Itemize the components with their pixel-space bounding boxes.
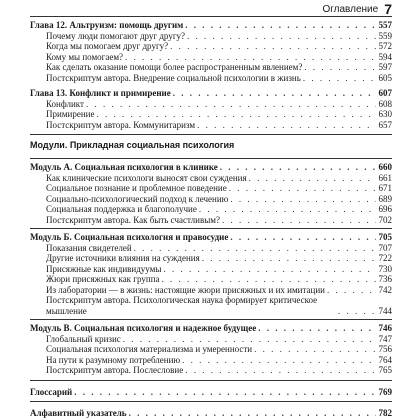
toc-leader-dots (173, 88, 376, 99)
toc-entry-page: 630 (378, 109, 392, 119)
toc-entry-page: 689 (378, 193, 392, 204)
toc-entry-page: 608 (378, 98, 392, 109)
toc-leader-dots (123, 334, 376, 345)
toc-entry-title: Из лаборатории — в жизнь: настоящие жюри присяжных и их имитации (46, 284, 325, 295)
toc-entry-page: 605 (378, 72, 392, 83)
toc-leader-dots (129, 408, 376, 419)
toc-entry-title: Социальное познание и проблемное поведение (46, 183, 227, 193)
toc-entry-page: 764 (378, 354, 392, 365)
toc-leader-dots (185, 365, 376, 376)
toc-entry-title: Показания свидетелей (46, 242, 132, 253)
toc-entry-page: 736 (378, 274, 392, 284)
toc-entry-title: Глобальный кризис (46, 333, 121, 344)
toc-entry[interactable] (30, 253, 392, 264)
toc-entry-title: Алфавитный указатель (30, 408, 127, 418)
toc-entry[interactable] (30, 31, 392, 42)
toc-entry-page: 671 (378, 183, 392, 193)
toc-entry[interactable] (30, 243, 392, 254)
toc-entry[interactable] (30, 109, 392, 120)
toc-entry[interactable] (30, 99, 392, 110)
toc-entry-page: 746 (378, 323, 392, 333)
toc-entry-page: 557 (378, 20, 392, 30)
header-section-title: Оглавление (322, 4, 379, 15)
toc-entry-page: 572 (378, 41, 392, 51)
toc-entry-page: 782 (378, 408, 392, 418)
toc-entry-title: Как клинические психологи выносят свои суждения (46, 172, 247, 183)
toc-entry[interactable] (30, 120, 392, 131)
toc-leader-dots (230, 194, 376, 205)
toc-leader-dots (220, 162, 376, 173)
toc-entry[interactable] (30, 264, 392, 275)
toc-entry-page: 742 (378, 284, 392, 295)
toc-entry-page: 722 (378, 253, 392, 263)
toc-entry[interactable] (30, 408, 392, 419)
toc-leader-dots (197, 120, 376, 131)
toc-entry-title: Модуль А. Социальная психология в клинике (30, 162, 218, 172)
toc-entry[interactable] (30, 20, 392, 31)
toc-leader-dots (222, 215, 376, 226)
toc-entry-page: 765 (378, 365, 392, 375)
toc-entry-title: Кому мы помогаем? (46, 51, 124, 62)
toc-module-b (30, 232, 392, 320)
part-title: Модули. Прикладная социальная психология (30, 140, 235, 150)
toc-entry[interactable] (30, 88, 392, 99)
toc-entry-title: Конфликт (46, 98, 84, 109)
toc-entry-page: 730 (378, 263, 392, 274)
toc-leader-dots (187, 31, 376, 42)
toc-index (30, 408, 392, 419)
toc-entry-title: Глава 13. Конфликт и примирение (30, 88, 171, 98)
toc-entry-page: 747 (378, 333, 392, 344)
toc-leader-dots (258, 323, 376, 334)
toc-entry-title: Постскриптум автора. Внедрение социальной психологии в жизнь (46, 72, 301, 83)
toc-entry[interactable] (30, 274, 392, 285)
toc-leader-dots (86, 99, 376, 110)
toc-module-v (30, 323, 392, 381)
toc-entry-page: 594 (378, 51, 392, 62)
toc-entry-title: Социальная поддержка и благополучие (46, 204, 197, 214)
toc-glossary (30, 387, 392, 403)
toc-entry-title: Когда мы помогаем друг другу? (46, 41, 169, 51)
toc-leader-dots (249, 173, 376, 184)
toc-entry-title: Жюри присяжных как группа (46, 274, 160, 284)
toc-entry-title: Постскриптум автора. Психологическая наука формирует критическое мышление (46, 295, 318, 316)
toc-leader-dots (170, 41, 376, 52)
toc-entry-page: 661 (378, 172, 392, 183)
toc-leader-dots (162, 274, 376, 285)
toc-leader-dots (230, 232, 376, 243)
toc-entry[interactable] (30, 323, 392, 334)
toc-entry-title: Присяжные как индивидуумы (46, 263, 162, 274)
toc-entry-page: 696 (378, 204, 392, 214)
toc-entry[interactable] (30, 295, 392, 316)
toc-entry-title: На пути к разумному потреблению (46, 354, 181, 365)
toc-entry-page: 707 (378, 242, 392, 253)
toc-leader-dots (303, 73, 376, 84)
toc-entry-title: Постскриптум автора. Послесловие (46, 365, 184, 375)
toc-leader-dots (327, 285, 376, 296)
toc-entry-page: 559 (378, 30, 392, 41)
toc-entry[interactable] (30, 387, 392, 398)
toc-entry[interactable] (30, 232, 392, 243)
toc-entry[interactable] (30, 365, 392, 376)
toc-module-a (30, 162, 392, 229)
toc-entry-title: Как сделать оказание помощи более распространенным явлением? (46, 62, 303, 72)
toc-entry-page: 744 (378, 305, 392, 316)
toc-leader-dots (96, 109, 376, 120)
toc-chapter-12 (30, 20, 392, 135)
toc-entry[interactable] (30, 173, 392, 184)
toc-part (30, 139, 392, 159)
toc-entry[interactable] (30, 285, 392, 296)
toc-leader-dots (163, 264, 376, 275)
toc-leader-dots (199, 204, 376, 215)
toc-entry[interactable] (30, 355, 392, 366)
running-header (30, 0, 392, 17)
toc-entry[interactable] (30, 62, 392, 73)
toc-leader-dots (182, 355, 376, 366)
toc-entry-title: Глоссарий (30, 386, 73, 397)
toc-entry[interactable] (30, 41, 392, 52)
toc-entry[interactable] (30, 204, 392, 215)
toc-entry-page: 597 (378, 62, 392, 72)
toc-entry-title: Другие источники влияния на суждения (46, 253, 200, 263)
toc-entry[interactable] (30, 183, 392, 194)
toc-entry-page: 660 (378, 162, 392, 172)
header-page-number: 7 (384, 1, 392, 17)
toc-entry-title: Постскриптум автора. Коммунитаризм (46, 119, 196, 130)
toc-leader-dots (185, 20, 376, 31)
toc-leader-dots (202, 253, 376, 264)
toc-leader-dots (229, 183, 376, 194)
toc-entry[interactable] (30, 162, 392, 173)
toc-entry-page: 702 (378, 214, 392, 225)
toc-leader-dots (74, 387, 376, 398)
toc-entry-title: Социальная психология материализма и умеренности (46, 344, 253, 354)
toc-entry-title: Глава 12. Альтруизм: помощь другим (30, 20, 184, 30)
toc-entry-page: 756 (378, 344, 392, 354)
toc-entry-page: 657 (378, 119, 392, 130)
toc-entry-page: 607 (378, 88, 392, 98)
toc-leader-dots (304, 62, 376, 73)
table-of-contents (30, 17, 392, 419)
toc-entry[interactable] (30, 73, 392, 84)
toc-entry-title: Модуль Б. Социальная психология и правосудие (30, 232, 229, 242)
toc-leader-dots (125, 52, 376, 63)
toc-entry[interactable] (30, 52, 392, 63)
toc-leader-dots (134, 243, 376, 254)
toc-entry[interactable] (30, 334, 392, 345)
toc-entry[interactable] (30, 194, 392, 205)
toc-entry-title: Социально-психологический подход к лечению (46, 193, 229, 204)
toc-leader-dots (338, 306, 376, 317)
toc-entry-title: Почему люди помогают друг другу? (46, 30, 185, 41)
toc-entry-page: 705 (378, 232, 392, 242)
toc-entry-title: Модуль В. Социальная психология и надежное будущее (30, 323, 257, 333)
toc-entry-title: Постскриптум автора. Как быть счастливым? (46, 214, 220, 225)
toc-entry-page: 769 (378, 386, 392, 397)
toc-leader-dots (254, 344, 376, 355)
toc-entry[interactable] (30, 215, 392, 226)
toc-entry-title: Примирение (46, 109, 95, 119)
toc-entry[interactable] (30, 344, 392, 355)
